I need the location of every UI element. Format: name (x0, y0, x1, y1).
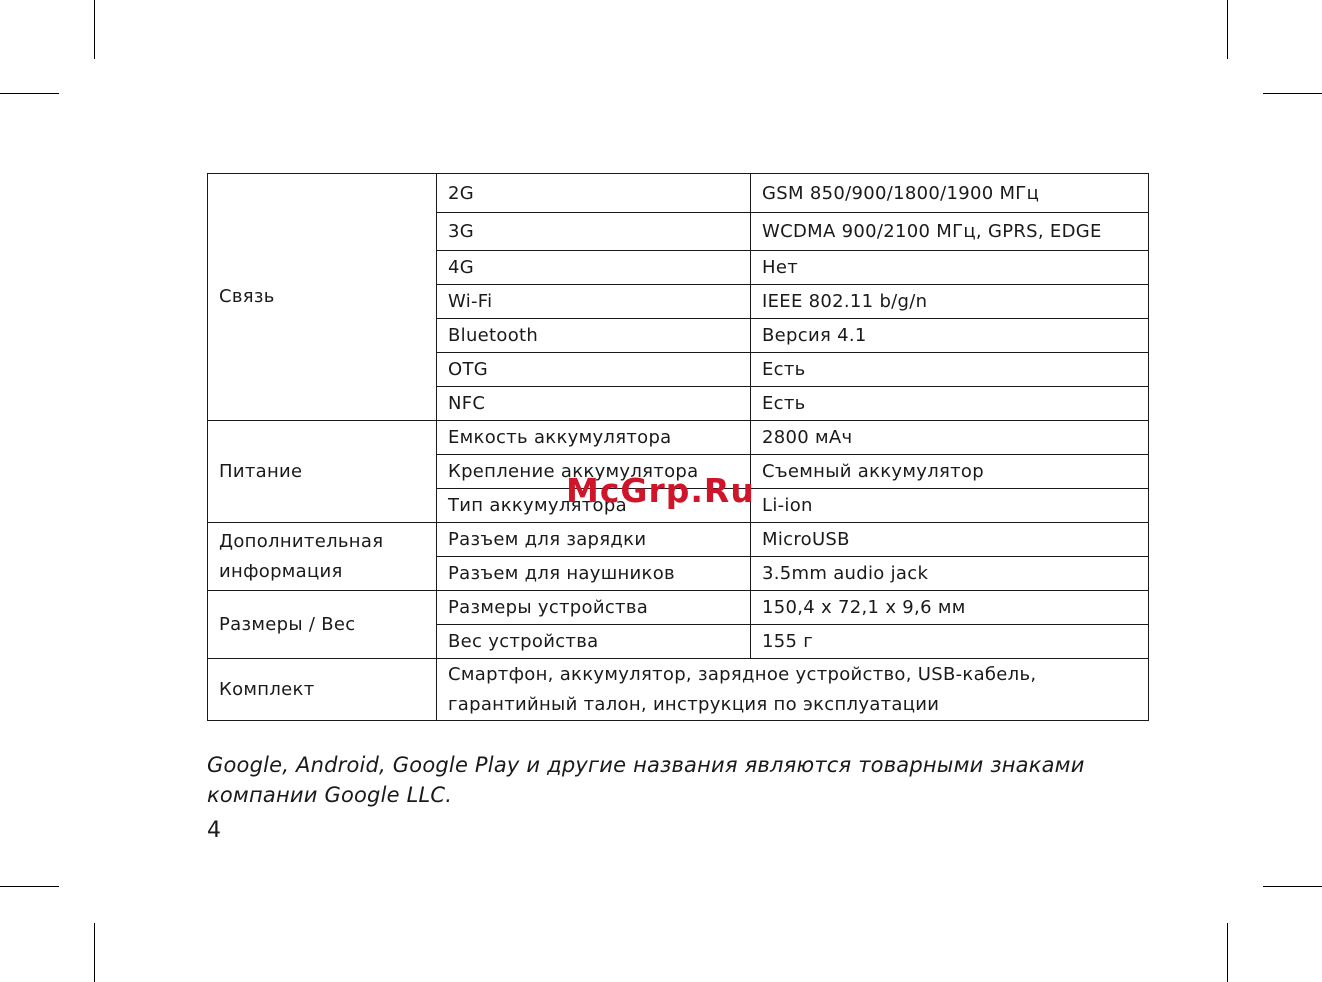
value-cell: 3.5mm audio jack (751, 557, 1149, 591)
value-cell: MicroUSB (751, 523, 1149, 557)
group-label-power: Питание (208, 421, 437, 523)
param-cell: OTG (437, 353, 751, 387)
param-cell: Bluetooth (437, 319, 751, 353)
crop-mark (0, 93, 59, 94)
value-cell: Есть (751, 387, 1149, 421)
param-cell: 2G (437, 174, 751, 213)
value-cell: Есть (751, 353, 1149, 387)
crop-mark (0, 886, 59, 887)
param-cell: Разъем для наушников (437, 557, 751, 591)
value-cell: Версия 4.1 (751, 319, 1149, 353)
watermark: McGrp.Ru (566, 471, 755, 510)
value-cell: 155 г (751, 625, 1149, 659)
page-number: 4 (207, 818, 221, 843)
value-cell: Нет (751, 251, 1149, 285)
param-cell: 3G (437, 213, 751, 251)
param-cell: Размеры устройства (437, 591, 751, 625)
spec-table (207, 173, 1149, 721)
value-cell: IEEE 802.11 b/g/n (751, 285, 1149, 319)
crop-mark (94, 923, 95, 982)
param-cell: Разъем для зарядки (437, 523, 751, 557)
kit-contents: Смартфон, аккумулятор, зарядное устройство, USB-кабель, гарантийный талон, инструкция по эксплуатации (437, 659, 1149, 721)
value-cell: GSM 850/900/1800/1900 МГц (751, 174, 1149, 213)
table-row (208, 421, 1149, 455)
table-row (208, 591, 1149, 625)
value-cell: WCDMA 900/2100 МГц, GPRS, EDGE (751, 213, 1149, 251)
table-row (208, 174, 1149, 213)
param-cell: Вес устройства (437, 625, 751, 659)
crop-mark (1263, 93, 1322, 94)
crop-mark (1263, 886, 1322, 887)
param-cell: Wi-Fi (437, 285, 751, 319)
param-cell: Крепление аккумулятора (437, 455, 751, 489)
param-cell: NFC (437, 387, 751, 421)
param-cell: Тип аккумулятора (437, 489, 751, 523)
group-label-kit: Комплект (208, 659, 437, 721)
group-label-connectivity: Связь (208, 174, 437, 421)
table-row (208, 659, 1149, 721)
value-cell: 150,4 x 72,1 x 9,6 мм (751, 591, 1149, 625)
value-cell: 2800 мАч (751, 421, 1149, 455)
trademark-note: Google, Android, Google Play и другие названия являются товарными знаками компании Google LLC. (207, 753, 1085, 807)
crop-mark (94, 0, 95, 59)
crop-mark (1227, 0, 1228, 59)
param-cell: Емкость аккумулятора (437, 421, 751, 455)
value-cell: Li-ion (751, 489, 1149, 523)
table-row (208, 523, 1149, 557)
value-cell: Съемный аккумулятор (751, 455, 1149, 489)
param-cell: 4G (437, 251, 751, 285)
group-label-dimensions-weight: Размеры / Вес (208, 591, 437, 659)
crop-mark (1227, 923, 1228, 982)
group-label-additional-info: Дополнительная информация (208, 523, 437, 591)
